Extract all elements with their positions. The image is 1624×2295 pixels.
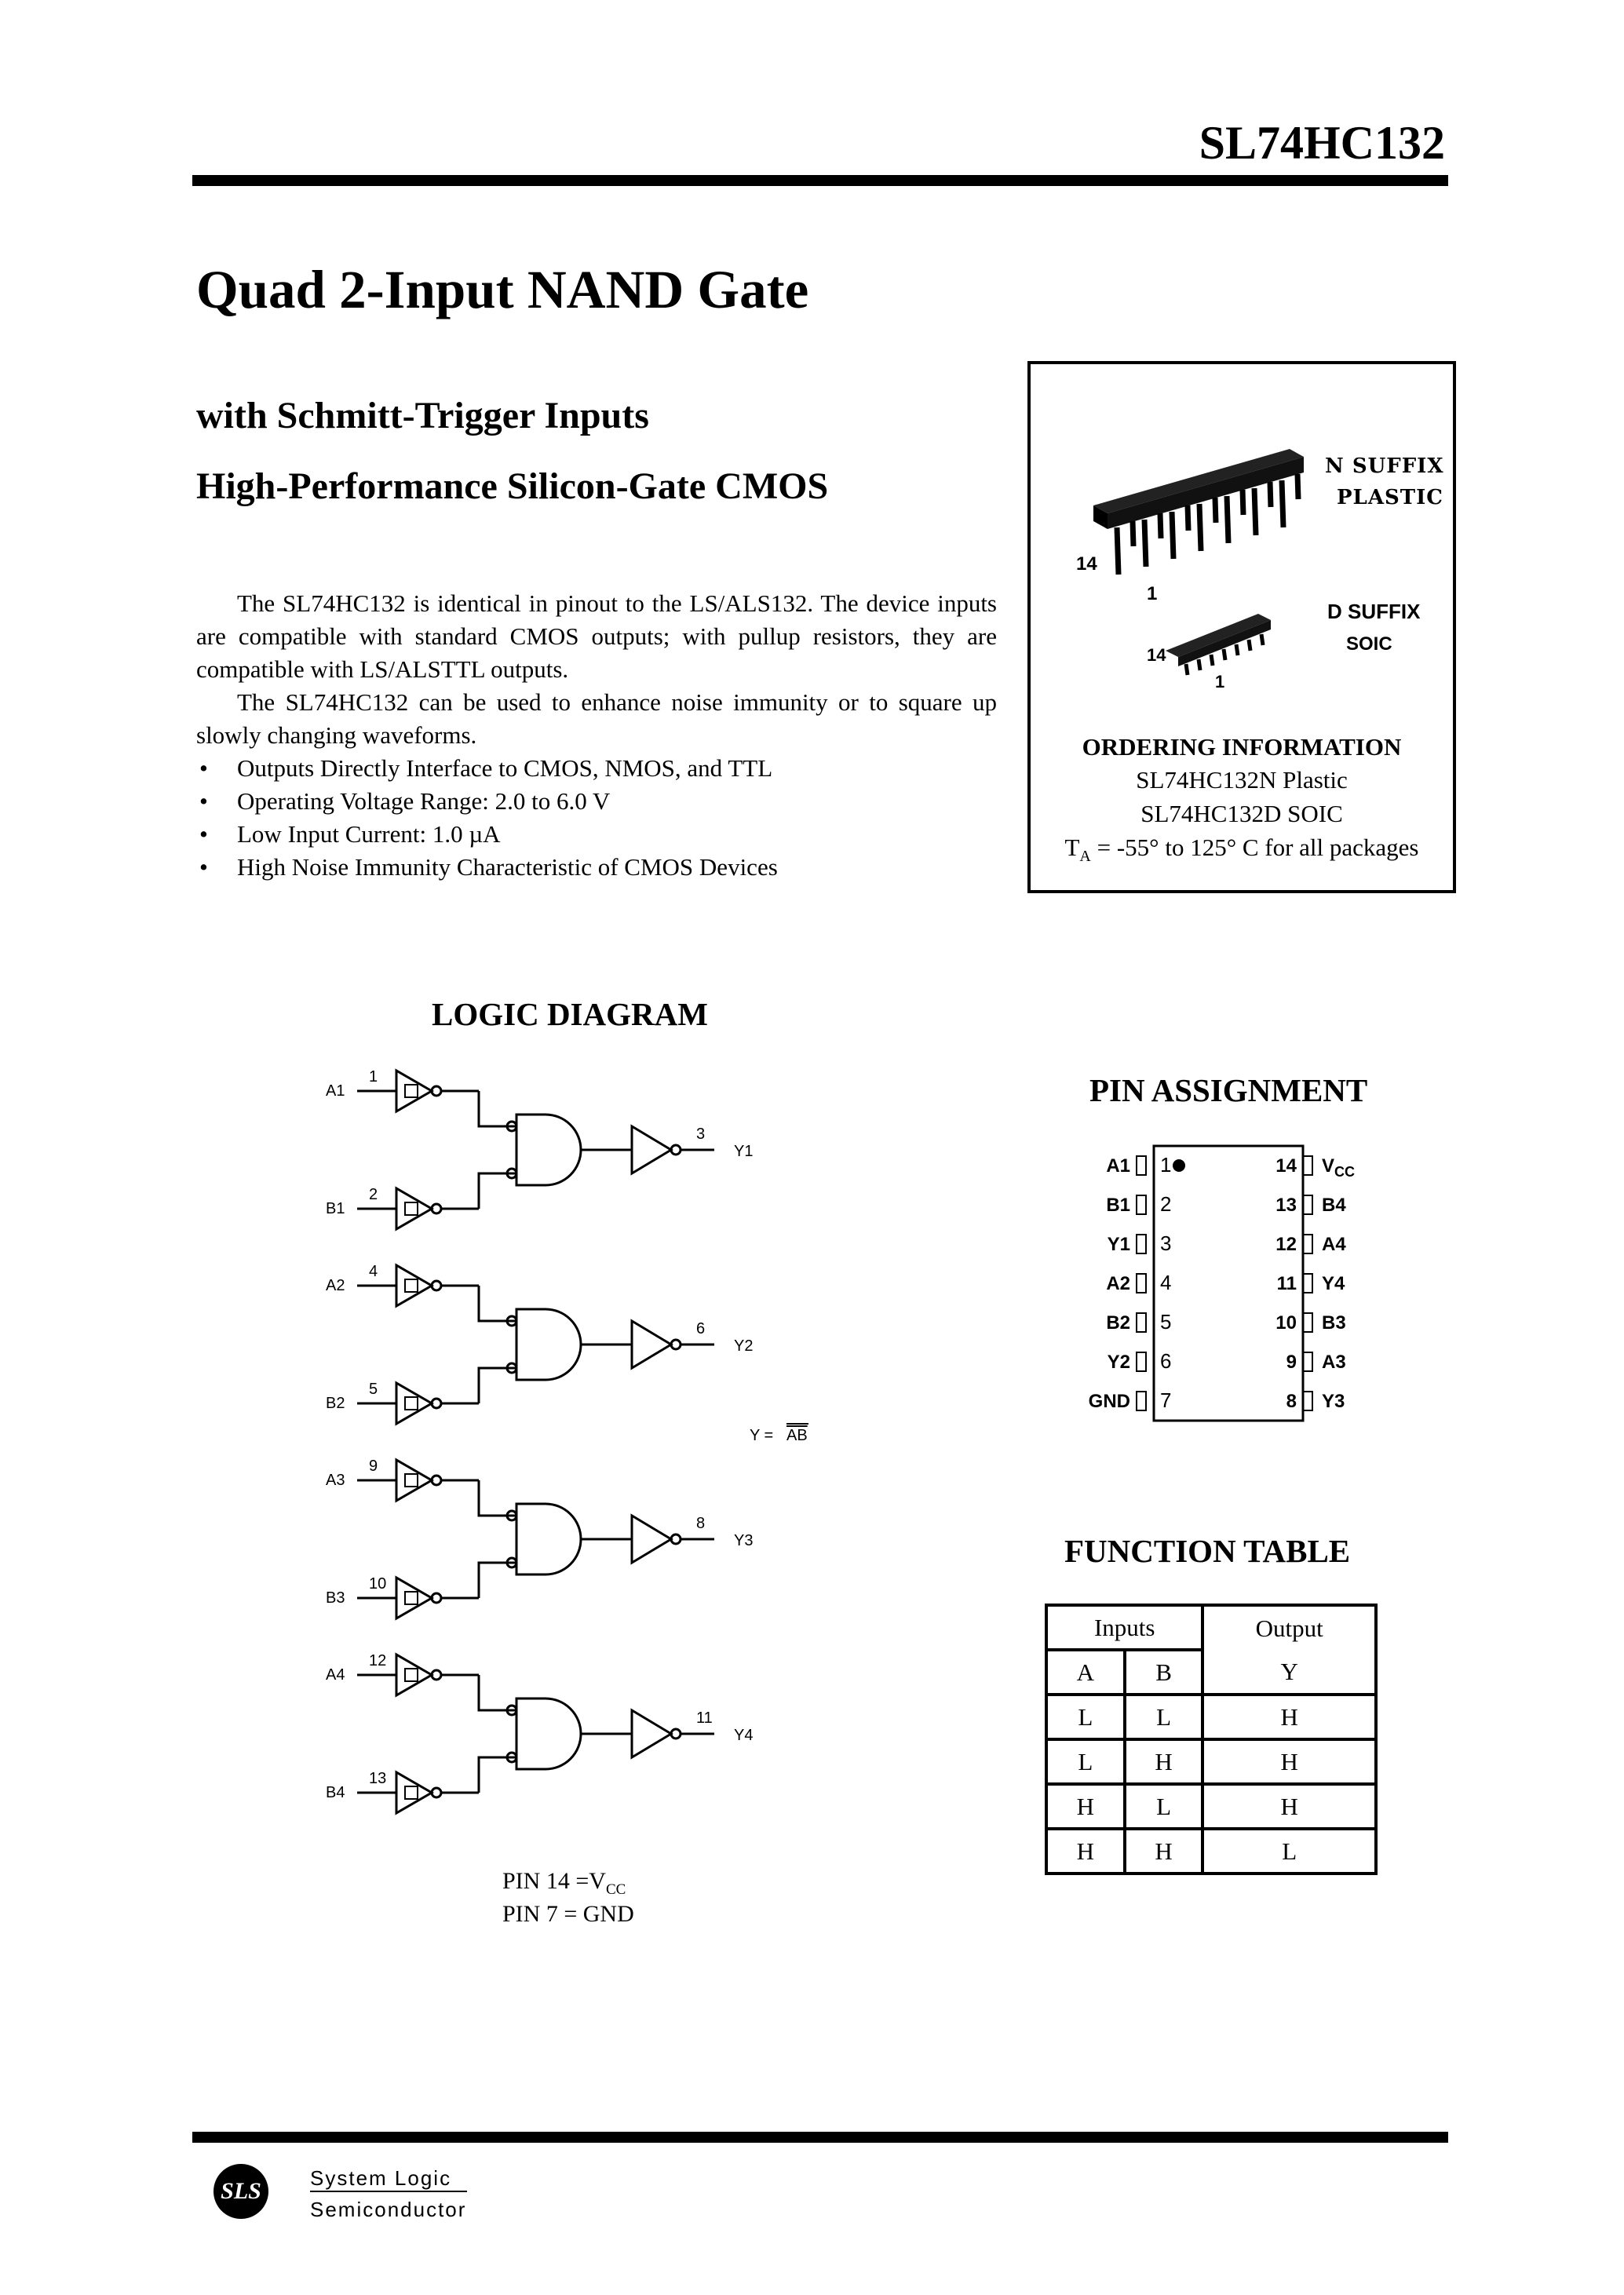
ordering-title: ORDERING INFORMATION	[1082, 733, 1402, 761]
description-para-1: The SL74HC132 is identical in pinout to the LS/ALS132. The device inputs are compatible with standard CMOS outputs; with pullup resistors, they are compatible with LS/ALSTTL outputs.	[196, 589, 997, 683]
and-gate-icon	[516, 1309, 581, 1380]
sls-logo: SLS	[213, 2164, 268, 2219]
bullet-icon: •	[199, 754, 208, 782]
svg-text:B2: B2	[1106, 1312, 1130, 1334]
dip-pin1-label: 1	[1147, 583, 1158, 604]
svg-text:A3: A3	[1322, 1352, 1346, 1373]
feature-item: • Operating Voltage Range: 2.0 to 6.0 V	[196, 785, 997, 818]
pin14-note: PIN $14 =V_{CC}$	[502, 1868, 626, 1898]
svg-text:7: 7	[1160, 1388, 1172, 1412]
pin-left	[1089, 1388, 1172, 1412]
pin-right	[1286, 1352, 1346, 1373]
output-pin: 3	[696, 1126, 706, 1143]
input-a-pin: 12	[369, 1652, 387, 1669]
pin7-note: PIN 7 = GND	[502, 1901, 634, 1927]
svg-text:6: 6	[1160, 1349, 1172, 1373]
d-suffix-label: D SUFFIX	[1327, 600, 1421, 623]
pin1-marker-icon	[1173, 1159, 1185, 1172]
svg-text:4: 4	[1160, 1271, 1172, 1294]
output-pin: 8	[696, 1515, 706, 1532]
ordering-line-plastic: SL74HC132N Plastic	[1136, 766, 1348, 794]
input-a-label: A4	[326, 1666, 345, 1684]
pin-assignment-diagram	[1075, 1138, 1405, 1428]
pin-left	[1106, 1271, 1171, 1294]
output-label: Y3	[734, 1532, 754, 1549]
soic-pin14-label: 14	[1147, 645, 1166, 665]
svg-text:Y3: Y3	[1322, 1391, 1345, 1412]
svg-text:5: 5	[1160, 1310, 1172, 1334]
svg-text:B3: B3	[1322, 1312, 1346, 1334]
svg-text:3: 3	[1160, 1231, 1172, 1255]
n-suffix-label: N SUFFIX	[1325, 454, 1444, 478]
pin-right	[1275, 1155, 1355, 1180]
input-a-label: A2	[326, 1277, 345, 1294]
ordering-box	[1027, 361, 1456, 893]
output-label: Y1	[734, 1143, 754, 1160]
output-inverter-icon	[632, 1516, 671, 1563]
part-number-header: SL74HC132	[1199, 117, 1445, 169]
svg-text:Y =: Y =	[750, 1427, 774, 1444]
svg-text:13: 13	[1275, 1195, 1297, 1216]
bullet-icon: •	[199, 787, 208, 815]
svg-text:Y4: Y4	[1322, 1273, 1345, 1294]
footer-rule	[192, 2132, 1448, 2143]
col-y-header: Y	[1202, 1650, 1376, 1695]
svg-text:AB: AB	[786, 1427, 808, 1444]
table-row: H L H	[1046, 1784, 1376, 1829]
logic-diagram-title: LOGIC DIAGRAM	[432, 996, 708, 1032]
n-type-label: PLASTIC	[1337, 486, 1443, 509]
bullet-icon: •	[199, 853, 208, 881]
company-name-line1: System Logic	[310, 2166, 467, 2192]
pin-left	[1106, 1192, 1171, 1216]
d-type-label: SOIC	[1346, 633, 1392, 655]
output-inverter-icon	[632, 1321, 671, 1368]
pin-right	[1275, 1312, 1345, 1334]
output-inverter-icon	[632, 1126, 671, 1173]
schmitt-buffer-icon	[396, 1383, 432, 1424]
pin-right	[1286, 1391, 1345, 1412]
description-para-2: The SL74HC132 can be used to enhance noise immunity or to square up slowly changing waveforms.	[196, 688, 997, 749]
svg-text:12: 12	[1275, 1234, 1297, 1255]
svg-text:14: 14	[1275, 1155, 1297, 1177]
nand-gate-group	[326, 1263, 753, 1424]
svg-text:VCC: $V_{CC}$	[1322, 1155, 1356, 1180]
svg-text:B1: B1	[1106, 1195, 1130, 1216]
pin-assignment-title: PIN ASSIGNMENT	[1089, 1072, 1368, 1108]
svg-text:1: 1	[1160, 1153, 1172, 1177]
input-a-pin: 4	[369, 1263, 378, 1280]
schmitt-buffer-icon	[396, 1188, 432, 1229]
bullet-icon: •	[199, 820, 208, 848]
function-table	[1045, 1604, 1378, 1875]
schmitt-buffer-icon	[396, 1578, 432, 1618]
page-title: Quad 2-Input NAND Gate	[196, 260, 809, 319]
header-rule	[192, 175, 1448, 186]
output-pin: 6	[696, 1320, 706, 1337]
dip-package-icon	[1093, 449, 1304, 575]
ordering-temp-range: $T_A = -55^\circ$ to 125° C for all packages	[1064, 834, 1419, 866]
input-b-pin: 2	[369, 1186, 378, 1203]
output-pin: 11	[696, 1709, 713, 1727]
input-a-pin: 9	[369, 1458, 378, 1475]
schmitt-buffer-icon	[396, 1071, 432, 1111]
svg-text:A2: A2	[1106, 1273, 1130, 1294]
ordering-line-soic: SL74HC132D SOIC	[1140, 800, 1343, 827]
input-b-label: B3	[326, 1589, 345, 1607]
feature-list	[196, 752, 997, 884]
company-name-line2: Semiconductor	[310, 2198, 467, 2221]
input-a-pin: 1	[369, 1068, 378, 1085]
svg-text:11: 11	[1276, 1273, 1297, 1294]
pin-left	[1106, 1153, 1185, 1177]
svg-text:A1: A1	[1106, 1155, 1130, 1177]
subtitle-cmos: High-Performance Silicon-Gate CMOS	[196, 465, 829, 507]
nand-gate-group	[326, 1458, 753, 1618]
input-b-pin: 13	[369, 1770, 387, 1787]
pin-right	[1275, 1234, 1346, 1255]
table-row: L L H	[1046, 1695, 1376, 1739]
subtitle-schmitt: with Schmitt-Trigger Inputs	[196, 395, 649, 436]
input-a-label: A3	[326, 1472, 345, 1489]
schmitt-buffer-icon	[396, 1655, 432, 1695]
soic-pin1-label: 1	[1215, 672, 1225, 691]
function-table-title: FUNCTION TABLE	[1064, 1533, 1351, 1569]
svg-text:2: 2	[1160, 1192, 1172, 1216]
pin-right	[1277, 1273, 1345, 1294]
input-a-label: A1	[326, 1082, 345, 1100]
input-b-label: B1	[326, 1200, 345, 1217]
svg-text:Y1: Y1	[1107, 1234, 1130, 1255]
feature-item: • Outputs Directly Interface to CMOS, NMOS, and TTL	[196, 752, 997, 785]
pin-right	[1275, 1195, 1346, 1216]
inputs-header: Inputs	[1046, 1605, 1202, 1650]
dip-pin14-label: 14	[1076, 553, 1097, 575]
logic-diagram	[306, 1052, 856, 1837]
output-inverter-icon	[632, 1710, 671, 1757]
col-b-header: B	[1125, 1650, 1203, 1695]
svg-text:10: 10	[1275, 1312, 1297, 1334]
output-label: Y2	[734, 1337, 754, 1355]
output-label: Y4	[734, 1727, 754, 1744]
svg-text:9: 9	[1286, 1352, 1297, 1373]
schmitt-buffer-icon	[396, 1265, 432, 1306]
input-b-pin: 5	[369, 1381, 378, 1398]
input-b-pin: 10	[369, 1575, 387, 1593]
pin-left	[1108, 1349, 1172, 1373]
schmitt-buffer-icon	[396, 1460, 432, 1501]
feature-item: • High Noise Immunity Characteristic of CMOS Devices	[196, 851, 997, 884]
and-gate-icon	[516, 1115, 581, 1185]
and-gate-icon	[516, 1504, 581, 1574]
svg-text:8: 8	[1286, 1391, 1297, 1412]
svg-text:Y2: Y2	[1107, 1352, 1130, 1373]
pin-left	[1108, 1231, 1172, 1255]
output-header: Output	[1202, 1605, 1376, 1650]
input-b-label: B4	[326, 1784, 345, 1801]
svg-text:B4: B4	[1322, 1195, 1346, 1216]
table-row: L H H	[1046, 1739, 1376, 1784]
nand-equation	[750, 1424, 808, 1444]
nand-gate-group	[326, 1068, 753, 1229]
feature-item: • Low Input Current: 1.0 µA	[196, 818, 997, 851]
svg-text:GND: GND	[1088, 1391, 1130, 1412]
svg-text:A4: A4	[1322, 1234, 1346, 1255]
and-gate-icon	[516, 1698, 581, 1769]
input-b-label: B2	[326, 1395, 345, 1412]
nand-gate-group	[326, 1652, 753, 1813]
description	[196, 587, 997, 884]
soic-package-icon	[1166, 614, 1271, 675]
pin-left	[1106, 1310, 1171, 1334]
schmitt-buffer-icon	[396, 1772, 432, 1813]
table-row: H H L	[1046, 1829, 1376, 1874]
package-illustration	[1031, 364, 1453, 710]
col-a-header: A	[1046, 1650, 1125, 1695]
